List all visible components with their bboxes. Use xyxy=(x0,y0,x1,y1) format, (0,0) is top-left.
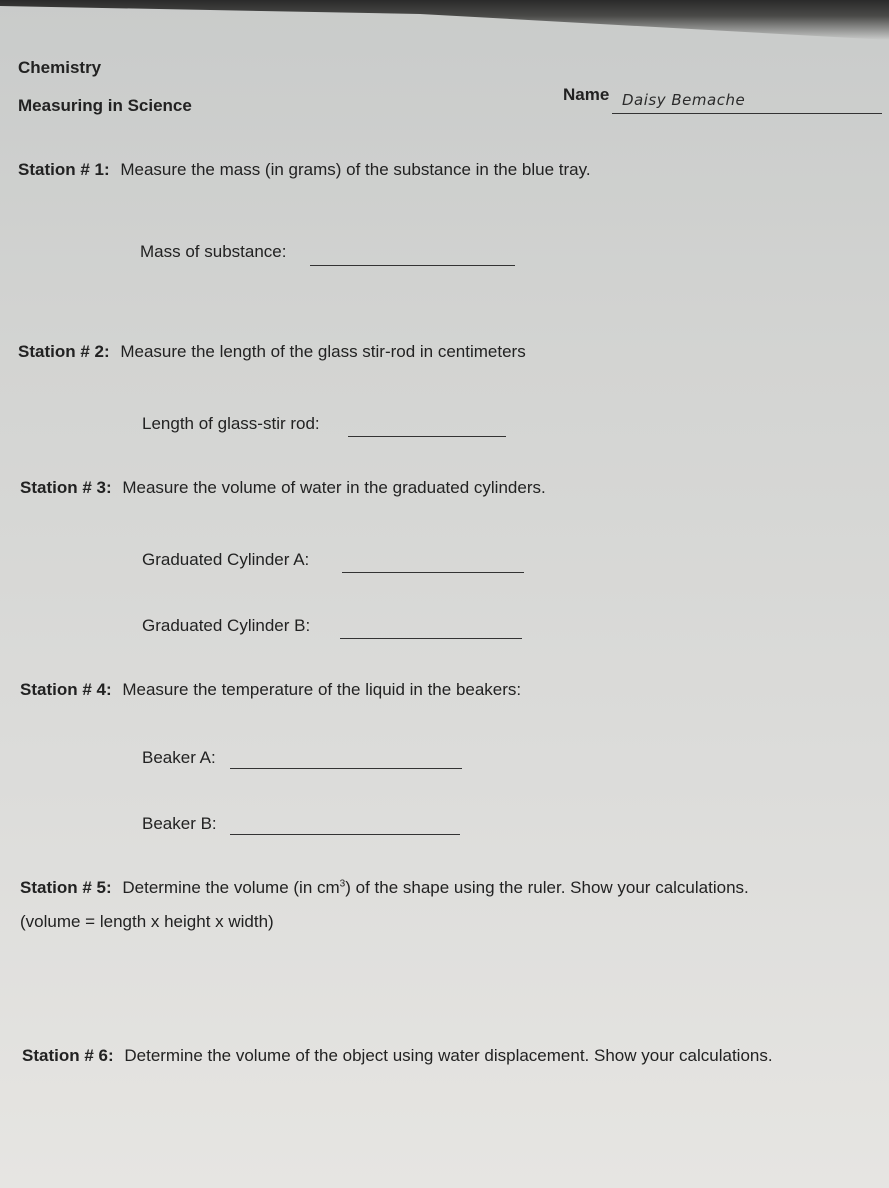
station-4 xyxy=(20,680,521,700)
station-5-instruction-end: ) of the shape using the ruler. Show your calculations. xyxy=(345,878,749,897)
beaker-a-answer-line xyxy=(230,768,462,769)
station-5 xyxy=(20,878,749,898)
mass-answer-line xyxy=(310,265,515,266)
station-6 xyxy=(22,1046,773,1066)
subject-title: Chemistry xyxy=(18,58,102,77)
station-3 xyxy=(20,478,546,498)
station-1-instruction: Measure the mass (in grams) of the substance in the blue tray. xyxy=(120,160,591,179)
name-label: Name xyxy=(563,85,610,104)
station-5-label: Station # 5: xyxy=(20,878,112,897)
station-2 xyxy=(18,342,526,362)
cubic-exponent: 3 xyxy=(339,878,346,890)
photo-shadow xyxy=(0,0,889,40)
station-2-label: Station # 2: xyxy=(18,342,110,361)
station-4-label: Station # 4: xyxy=(20,680,112,699)
topic-title: Measuring in Science xyxy=(18,96,192,115)
station-1-label: Station # 1: xyxy=(18,160,110,179)
station-3-label: Station # 3: xyxy=(20,478,112,497)
station-5-instruction-start: Determine the volume (in cm xyxy=(122,878,340,897)
beaker-a-label: Beaker A: xyxy=(142,748,216,767)
station-2-instruction: Measure the length of the glass stir-rod in centimeters xyxy=(120,342,526,361)
student-name: Daisy Bemache xyxy=(622,91,746,109)
station-6-label: Station # 6: xyxy=(22,1046,114,1065)
station-6-instruction: Determine the volume of the object using water displacement. Show your calculations. xyxy=(124,1046,773,1065)
name-line xyxy=(612,113,882,114)
station-4-instruction: Measure the temperature of the liquid in the beakers: xyxy=(122,680,522,699)
station-1 xyxy=(18,160,591,180)
volume-formula-note: (volume = length x height x width) xyxy=(20,912,274,931)
mass-field-label: Mass of substance: xyxy=(140,242,287,261)
station-3-instruction: Measure the volume of water in the graduated cylinders. xyxy=(122,478,546,497)
length-answer-line xyxy=(348,436,506,437)
cylinder-b-answer-line xyxy=(340,638,522,639)
cylinder-b-label: Graduated Cylinder B: xyxy=(142,616,311,635)
cylinder-a-label: Graduated Cylinder A: xyxy=(142,550,310,569)
cylinder-a-answer-line xyxy=(342,572,524,573)
beaker-b-label: Beaker B: xyxy=(142,814,217,833)
length-field-label: Length of glass-stir rod: xyxy=(142,414,320,433)
beaker-b-answer-line xyxy=(230,834,460,835)
